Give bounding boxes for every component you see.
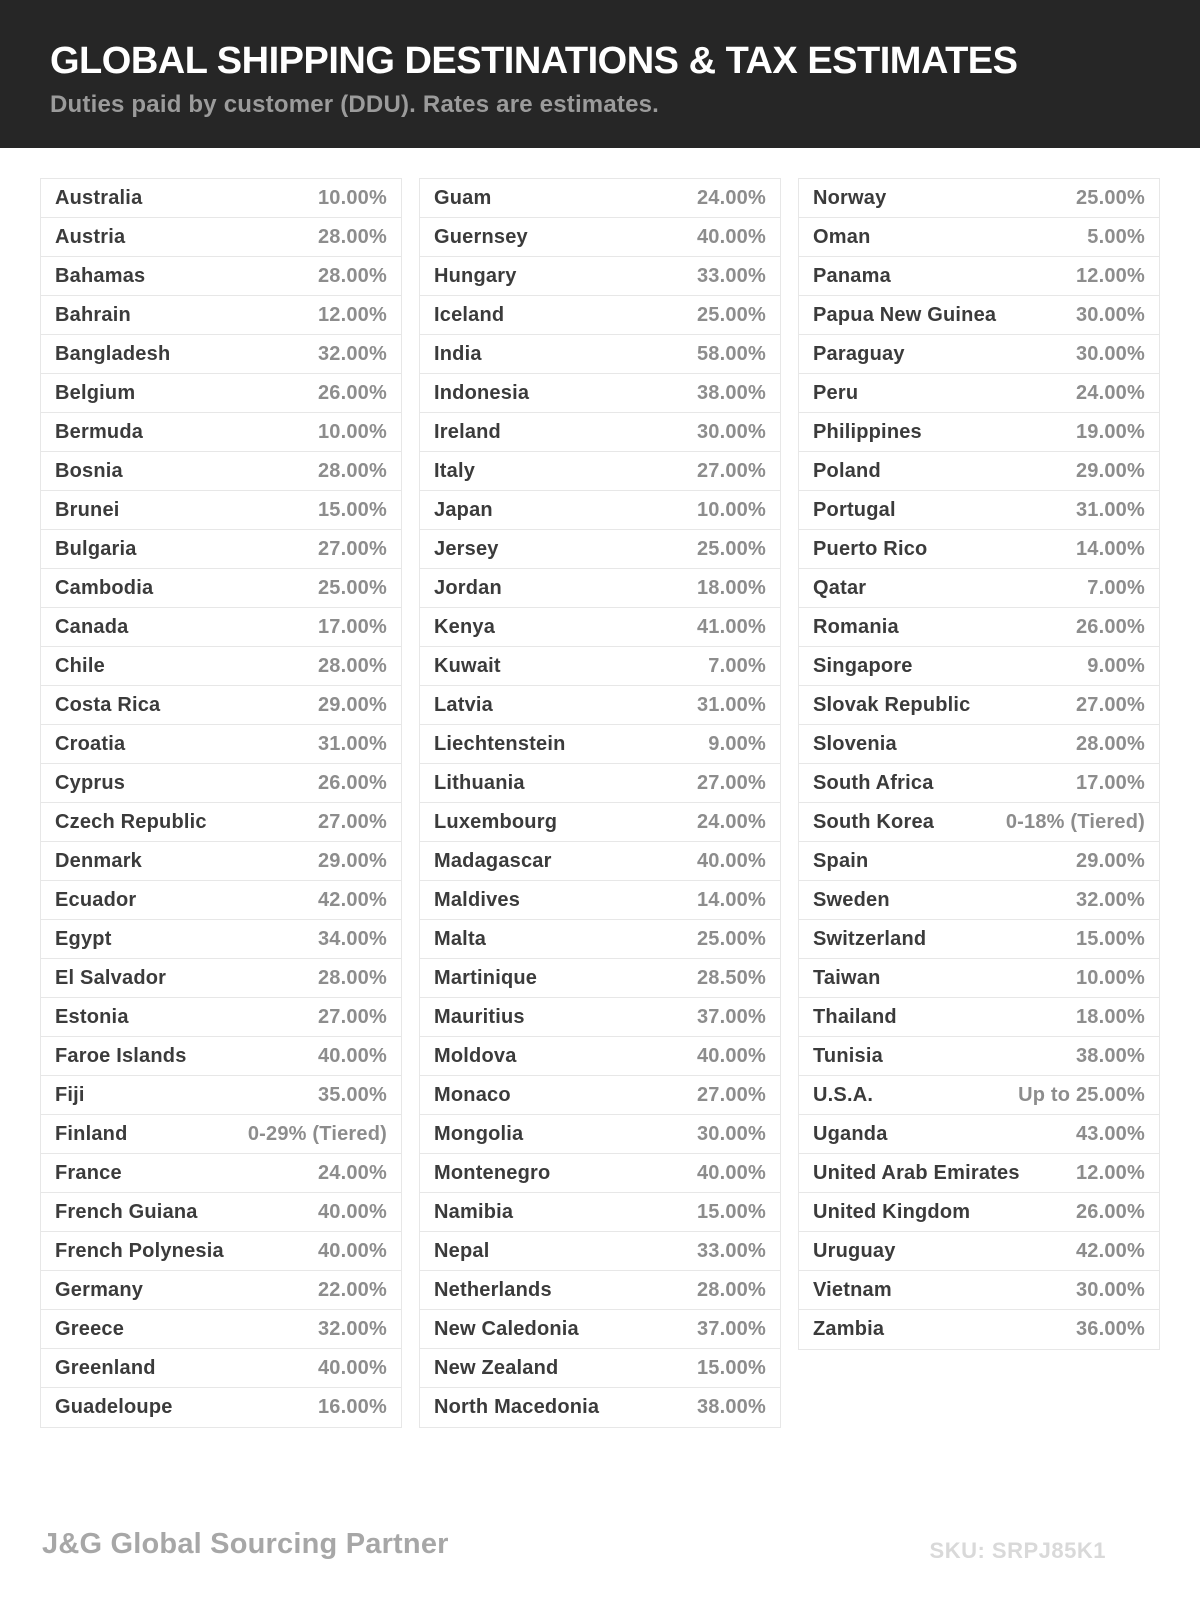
tax-rate: 27.00% [1075,693,1145,716]
page-title: GLOBAL SHIPPING DESTINATIONS & TAX ESTIMATES [50,40,1018,82]
tax-rate: 24.00% [696,810,766,833]
rate-row [420,257,780,296]
rate-row [41,1193,401,1232]
country-name: Guernsey [434,225,528,248]
tax-rate: 27.00% [317,1005,387,1028]
country-name: Lithuania [434,771,525,794]
country-name: French Guiana [55,1200,198,1223]
tax-rate: 0-18% (Tiered) [1005,810,1145,833]
country-name: United Kingdom [813,1200,971,1223]
country-name: Cyprus [55,771,126,794]
country-name: Hungary [434,264,517,287]
country-name: Guadeloupe [55,1396,173,1418]
tax-rate: 29.00% [1075,849,1145,872]
tax-rate: 19.00% [1075,420,1145,443]
rate-row [799,530,1159,569]
country-name: Tunisia [813,1044,883,1067]
tax-rate: 28.00% [696,1278,766,1301]
country-name: Australia [55,186,143,209]
tax-rate: 30.00% [696,420,766,443]
rate-row [41,179,401,218]
tax-rate: 27.00% [317,810,387,833]
country-name: Slovenia [813,732,897,755]
tax-rate: 40.00% [317,1239,387,1262]
rate-row [41,1076,401,1115]
country-name: New Zealand [434,1356,559,1379]
rate-row [41,1037,401,1076]
tax-rate: 25.00% [696,537,766,560]
rate-row [420,1271,780,1310]
rate-row [799,803,1159,842]
tax-rate: 38.00% [696,1396,766,1418]
country-name: Germany [55,1278,144,1301]
tax-rate: 26.00% [1075,1200,1145,1223]
rate-row [41,1115,401,1154]
country-name: Sweden [813,888,890,911]
rate-row [41,296,401,335]
rate-row [420,179,780,218]
tax-rate: 32.00% [317,342,387,365]
tax-rate: 30.00% [1075,342,1145,365]
rate-row [41,1154,401,1193]
tax-rate: 15.00% [696,1200,766,1223]
country-name: Italy [434,459,476,482]
rate-row [41,725,401,764]
tax-rate: 28.50% [696,966,766,989]
country-name: Latvia [434,693,494,716]
tax-rate: 15.00% [317,498,387,521]
tax-rate: 34.00% [317,927,387,950]
rate-row [420,1154,780,1193]
rate-row [41,881,401,920]
country-name: Slovak Republic [813,693,971,716]
tax-rate: 10.00% [1075,966,1145,989]
rate-row [41,491,401,530]
rate-row [420,1037,780,1076]
tax-rate: 25.00% [696,303,766,326]
rate-row [799,1037,1159,1076]
tax-rate: 26.00% [317,771,387,794]
country-name: Liechtenstein [434,732,566,755]
tax-rate: 9.00% [708,732,766,755]
tax-rate: 26.00% [317,381,387,404]
rate-row [799,725,1159,764]
country-name: Maldives [434,888,521,911]
rate-row [41,1388,401,1427]
country-name: Singapore [813,654,913,677]
rate-row [420,296,780,335]
rate-row [420,803,780,842]
country-name: Guam [434,186,492,209]
page-header [0,0,1200,148]
country-name: Denmark [55,849,142,872]
country-name: U.S.A. [813,1083,874,1106]
rate-row [41,842,401,881]
tax-rate: 33.00% [696,1239,766,1262]
tax-rate: 29.00% [317,693,387,716]
country-name: Bahrain [55,303,131,326]
country-name: Costa Rica [55,693,161,716]
country-name: Uruguay [813,1239,896,1262]
rate-row [420,1310,780,1349]
country-name: Fiji [55,1083,85,1106]
rate-row [420,530,780,569]
country-name: France [55,1161,122,1184]
rate-row [41,335,401,374]
country-name: New Caledonia [434,1317,579,1340]
rate-row [420,452,780,491]
tax-rate: 41.00% [696,615,766,638]
country-name: Netherlands [434,1278,552,1301]
country-name: Cambodia [55,576,154,599]
tax-rate: 35.00% [317,1083,387,1106]
tax-rate: 43.00% [1075,1122,1145,1145]
country-name: Estonia [55,1005,129,1028]
country-name: Portugal [813,498,896,521]
country-name: United Arab Emirates [813,1161,1020,1184]
rate-row [41,569,401,608]
country-name: Mongolia [434,1122,524,1145]
rate-row [41,998,401,1037]
rate-row [799,608,1159,647]
sku-label: SKU: SRPJ85K1 [929,1538,1106,1563]
rate-row [420,491,780,530]
country-name: South Africa [813,771,934,794]
country-name: Monaco [434,1083,511,1106]
tax-rate: 14.00% [696,888,766,911]
country-name: Madagascar [434,849,552,872]
tax-rate: 27.00% [317,537,387,560]
rate-row [41,686,401,725]
country-name: Spain [813,849,869,872]
country-name: Brunei [55,498,120,521]
country-name: Canada [55,615,129,638]
rate-row [799,686,1159,725]
tax-rate: 7.00% [708,654,766,677]
tax-rate: 40.00% [696,1044,766,1067]
tax-rate: 27.00% [696,1083,766,1106]
country-name: Martinique [434,966,538,989]
tax-rate: 9.00% [1087,654,1145,677]
rate-row [799,959,1159,998]
tax-rate: 17.00% [317,615,387,638]
country-name: Peru [813,381,859,404]
rate-row [420,647,780,686]
rate-row [799,1115,1159,1154]
country-name: South Korea [813,810,935,833]
country-name: Norway [813,186,887,209]
country-name: Belgium [55,381,136,404]
country-name: Papua New Guinea [813,303,997,326]
rate-row [799,1154,1159,1193]
tax-rate: 32.00% [1075,888,1145,911]
rate-row [799,1076,1159,1115]
tax-rate: 38.00% [696,381,766,404]
tax-rate: 25.00% [317,576,387,599]
rate-row [799,374,1159,413]
tax-rate: 17.00% [1075,771,1145,794]
rate-row [420,842,780,881]
country-name: Croatia [55,732,126,755]
tax-rate: 33.00% [696,264,766,287]
rate-row [420,998,780,1037]
rate-row [799,881,1159,920]
rate-row [420,569,780,608]
rate-row [799,179,1159,218]
rates-column-2 [419,178,781,1428]
country-name: Philippines [813,420,922,443]
rate-row [41,803,401,842]
rate-row [41,374,401,413]
tax-rate: 40.00% [317,1200,387,1223]
country-name: Uganda [813,1122,888,1145]
country-name: Bahamas [55,264,146,287]
country-name: Japan [434,498,493,521]
country-name: Thailand [813,1005,897,1028]
tax-rate: 28.00% [317,654,387,677]
country-name: Montenegro [434,1161,551,1184]
rate-row [799,842,1159,881]
tax-rate: 12.00% [317,303,387,326]
tax-rate: 29.00% [1075,459,1145,482]
rate-row [41,218,401,257]
tax-rate: 28.00% [317,459,387,482]
tax-rate: 5.00% [1087,225,1145,248]
tax-rate: 12.00% [1075,264,1145,287]
rate-row [420,1349,780,1388]
tax-rate: 28.00% [317,264,387,287]
country-name: Luxembourg [434,810,558,833]
tax-rate: 15.00% [696,1356,766,1379]
country-name: Bulgaria [55,537,137,560]
country-name: Bangladesh [55,342,171,365]
rate-row [41,1349,401,1388]
tax-rate: 29.00% [317,849,387,872]
rate-row [420,920,780,959]
tax-rate: 7.00% [1087,576,1145,599]
rate-row [420,413,780,452]
tax-rate: 28.00% [317,225,387,248]
tax-rate: Up to 25.00% [1018,1083,1145,1106]
tax-rate: 10.00% [317,186,387,209]
country-name: Taiwan [813,966,881,989]
country-name: India [434,342,482,365]
brand-footer: J&G Global Sourcing Partner [42,1528,449,1560]
rate-row [420,1232,780,1271]
rate-row [799,1193,1159,1232]
rate-row [420,725,780,764]
rate-row [799,1271,1159,1310]
rate-row [41,1271,401,1310]
tax-rate: 27.00% [696,459,766,482]
country-name: Indonesia [434,381,530,404]
country-name: El Salvador [55,966,167,989]
rates-grid [40,178,1160,1428]
country-name: Ireland [434,420,501,443]
tax-rate: 36.00% [1075,1318,1145,1340]
tax-rate: 32.00% [317,1317,387,1340]
rate-row [420,335,780,374]
country-name: Bosnia [55,459,123,482]
tax-rate: 42.00% [1075,1239,1145,1262]
rate-row [420,1193,780,1232]
country-name: Moldova [434,1044,517,1067]
tax-rate: 58.00% [696,342,766,365]
tax-rate: 38.00% [1075,1044,1145,1067]
rate-row [41,608,401,647]
country-name: Malta [434,927,487,950]
rate-row [799,218,1159,257]
rate-row [420,686,780,725]
country-name: Bermuda [55,420,144,443]
country-name: Namibia [434,1200,514,1223]
rate-row [420,1076,780,1115]
country-name: Paraguay [813,342,905,365]
country-name: Czech Republic [55,810,207,833]
tax-rate: 40.00% [696,849,766,872]
rate-row [41,764,401,803]
tax-rate: 10.00% [317,420,387,443]
country-name: Nepal [434,1239,490,1262]
country-name: North Macedonia [434,1396,600,1418]
tax-rate: 15.00% [1075,927,1145,950]
country-name: Kuwait [434,654,501,677]
country-name: French Polynesia [55,1239,224,1262]
rate-row [41,413,401,452]
country-name: Puerto Rico [813,537,928,560]
rate-row [41,530,401,569]
rate-row [799,764,1159,803]
rate-row [41,452,401,491]
rates-column-1 [40,178,402,1428]
country-name: Faroe Islands [55,1044,187,1067]
country-name: Greenland [55,1356,156,1379]
rate-row [799,413,1159,452]
rate-row [420,218,780,257]
country-name: Jersey [434,537,499,560]
tax-rate: 24.00% [696,186,766,209]
rate-row [41,959,401,998]
rate-row [799,452,1159,491]
rates-column-3 [798,178,1160,1350]
tax-rate: 18.00% [1075,1005,1145,1028]
country-name: Austria [55,225,126,248]
rate-row [41,1232,401,1271]
country-name: Kenya [434,615,496,638]
tax-rate: 30.00% [1075,1278,1145,1301]
tax-rate: 24.00% [317,1161,387,1184]
rate-row [420,374,780,413]
tax-rate: 28.00% [317,966,387,989]
tax-rate: 42.00% [317,888,387,911]
country-name: Jordan [434,576,502,599]
tax-rate: 22.00% [317,1278,387,1301]
tax-rate: 31.00% [317,732,387,755]
rate-row [799,920,1159,959]
rate-row [420,959,780,998]
rate-row [420,1115,780,1154]
rate-row [799,296,1159,335]
tax-rate: 0-29% (Tiered) [247,1122,387,1145]
tax-rate: 16.00% [317,1396,387,1418]
tax-rate: 31.00% [1075,498,1145,521]
rate-row [799,647,1159,686]
country-name: Romania [813,615,899,638]
country-name: Mauritius [434,1005,525,1028]
country-name: Ecuador [55,888,137,911]
rate-row [799,998,1159,1037]
country-name: Zambia [813,1318,885,1340]
tax-rate: 18.00% [696,576,766,599]
country-name: Iceland [434,303,505,326]
country-name: Qatar [813,576,867,599]
country-name: Chile [55,654,105,677]
country-name: Poland [813,459,881,482]
rate-row [41,1310,401,1349]
tax-rate: 26.00% [1075,615,1145,638]
tax-rate: 10.00% [696,498,766,521]
rate-row [799,491,1159,530]
rate-row [799,1232,1159,1271]
tax-rate: 14.00% [1075,537,1145,560]
rate-row [420,764,780,803]
rate-row [41,257,401,296]
tax-rate: 12.00% [1075,1161,1145,1184]
country-name: Switzerland [813,927,927,950]
rate-row [799,335,1159,374]
country-name: Egypt [55,927,112,950]
tax-rate: 40.00% [696,225,766,248]
tax-rate: 40.00% [696,1161,766,1184]
tax-rate: 40.00% [317,1356,387,1379]
tax-rate: 31.00% [696,693,766,716]
country-name: Greece [55,1317,125,1340]
tax-rate: 25.00% [1075,186,1145,209]
tax-rate: 40.00% [317,1044,387,1067]
rate-row [799,569,1159,608]
tax-rate: 28.00% [1075,732,1145,755]
tax-rate: 27.00% [696,771,766,794]
tax-rate: 37.00% [696,1005,766,1028]
rate-row [420,1388,780,1427]
rate-row [420,881,780,920]
tax-rate: 25.00% [696,927,766,950]
rate-row [420,608,780,647]
country-name: Finland [55,1122,128,1145]
country-name: Panama [813,264,891,287]
rate-row [799,257,1159,296]
rate-row [41,647,401,686]
country-name: Oman [813,225,871,248]
tax-rate: 24.00% [1075,381,1145,404]
country-name: Vietnam [813,1278,892,1301]
tax-rate: 30.00% [696,1122,766,1145]
tax-rate: 37.00% [696,1317,766,1340]
rate-row [41,920,401,959]
rate-row [799,1310,1159,1349]
page-subtitle: Duties paid by customer (DDU). Rates are estimates. [50,90,660,118]
tax-rate: 30.00% [1075,303,1145,326]
